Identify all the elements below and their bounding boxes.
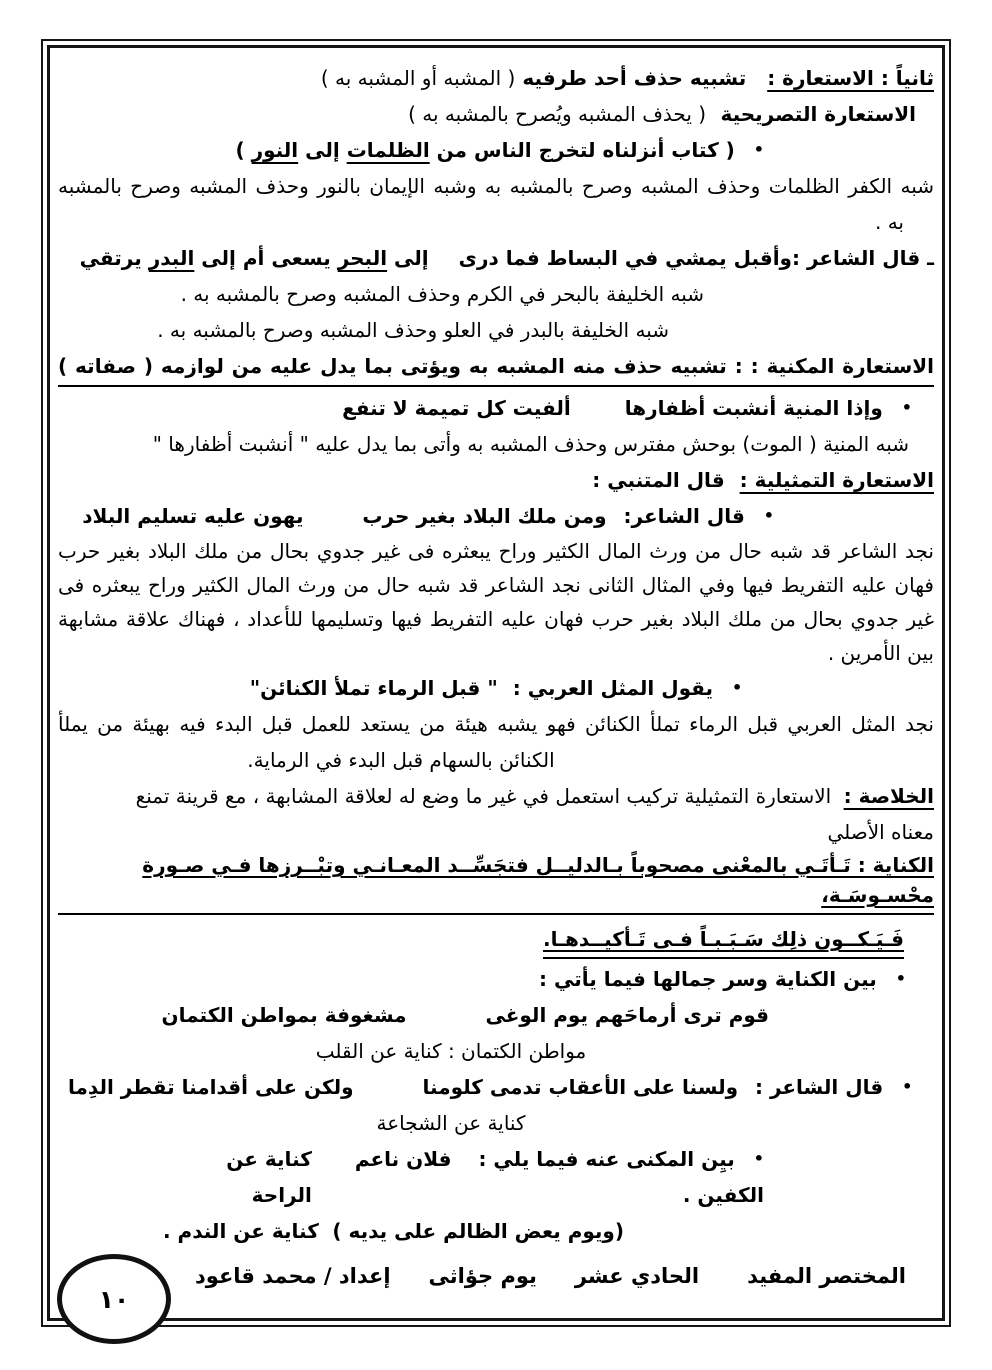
quran-example-mid: إلى — [298, 138, 347, 162]
quran-example-end: ) — [235, 138, 252, 162]
tamthiliya-verse-label: قال الشاعر: — [623, 504, 745, 528]
kinaya-def-1: الكناية : تَـأتَـي بالمعْنى مصحوباً بـالدليــل فتجَسِّــد المعـانـي وتبْــرزها فـي صـورة محْسـوسَـة، — [58, 850, 934, 915]
kinaya-q2-verse-line — [58, 1069, 934, 1105]
quran-example-line — [58, 132, 934, 168]
makniya-verse-line — [58, 390, 934, 426]
proverb-explain-1: نجد المثل العربي قبل الرماء تملأ الكنائن فهو يشبه هيئة من يستعد للعمل قبل البدء فيه بهيئة من يملأ — [58, 712, 934, 736]
kinaya-q1-verse-line — [58, 997, 934, 1033]
kinaya-q3-answer-2: كناية عن الندم . — [163, 1219, 319, 1243]
makniya-title-line: الاستعارة المكنية : : تشبيه حذف منه المشبه به ويؤتى بما يدل عليه من لوازمه ( صفاته ) — [58, 348, 934, 387]
tasrihiya-def: ( يحذف المشبه ويُصرح بالمشبه به ) — [408, 102, 707, 126]
quran-example-underlined-2: النور — [251, 138, 299, 162]
kinaya-q3-question — [312, 1141, 934, 1213]
isti3ara-title: ثانياً : الاستعارة : — [767, 66, 934, 90]
document-content — [58, 60, 934, 1249]
page-number: ١٠ — [98, 1284, 130, 1314]
summary-line — [58, 778, 934, 814]
tamthiliya-verse-line — [58, 498, 934, 534]
kinaya-q3-item-2: (ويوم يعض الظالم على يديه ) — [332, 1219, 624, 1243]
poet-underlined-2: البدر — [148, 246, 195, 270]
kinaya-q1-verse-b: مشغوفة بمواطن الكتمان — [161, 1003, 407, 1027]
footer-book-group — [575, 1264, 906, 1288]
isti3ara-definition-paren: ( المشبه أو المشبه به ) — [320, 66, 516, 90]
poet-explain-2: شبه الخليفة بالبدر في العلو وحذف المشبه وصرح بالمشبه به . — [157, 318, 669, 342]
kinaya-q2-verse-a: ولسنا على الأعقاب تدمى كلومنا — [422, 1075, 739, 1099]
kinaya-def-2: فَـيَـكــون ذلِك سَـبَـبـاً فـى تَـأكيــدهـا. — [543, 924, 904, 959]
tasrihiya-name: الاستعارة التصريحية — [720, 102, 916, 126]
tamthiliya-verse-b: يهون عليه تسليم البلاد — [82, 504, 304, 528]
proverb-text: " قبل الرماء تملأ الكنائن" — [249, 676, 498, 700]
kinaya-q1-label-line — [58, 961, 934, 997]
poet-explain-1: شبه الخليفة بالبحر في الكرم وحذف المشبه وصرح بالمشبه به . — [180, 282, 704, 306]
footer-grade: الحادي عشر — [574, 1264, 700, 1288]
bullet-icon: • — [763, 506, 774, 525]
summary-text: الاستعارة التمثيلية تركيب استعمل في غير ما وضع له لعلاقة المشابهة ، مع قرينة تمنع — [135, 784, 832, 808]
bullet-icon: • — [732, 678, 743, 697]
bullet-icon: • — [901, 398, 912, 417]
poet-verse-a: ـ قال الشاعر :وأقبل يمشي في البساط فما درى — [458, 246, 934, 270]
kinaya-def-line-1 — [58, 850, 934, 917]
kinaya-q3-label: بيِن المكنى عنه فيما يلي : — [478, 1147, 735, 1171]
bullet-icon: • — [895, 969, 906, 988]
tasrihiya-line — [58, 96, 934, 132]
makniya-explain: شبه المنية ( الموت) بوحش مفترس وحذف المشبه به وأتى بما يدل عليه " أنشبت أظفارها " — [152, 432, 909, 456]
footer-author: إعداد / محمد قاعود — [195, 1264, 391, 1288]
kinaya-q3-item-1: فلان ناعم الكفين . — [354, 1147, 764, 1207]
isti3ara-definition-bold: تشبيه حذف أحد طرفيه — [522, 66, 747, 90]
kinaya-q3-answer-1: كناية عن الراحة — [226, 1147, 312, 1207]
bullet-icon: • — [902, 1077, 912, 1096]
kinaya-q2-verse-b: ولكن على أقدامنا تقطر الدِما — [68, 1075, 354, 1099]
proverb-label: يقول المثل العربي : — [512, 676, 714, 700]
kinaya-q2-label: قال الشاعر : — [754, 1075, 884, 1099]
kinaya-q3-row-2 — [58, 1213, 934, 1249]
kinaya-q1-verse-a: قوم ترى أرماحَهم يوم الوغى — [485, 1003, 769, 1027]
bullet-icon: • — [753, 140, 764, 159]
proverb-line — [58, 670, 934, 706]
makniya-verse-b: ألفيت كل تميمة لا تنفع — [342, 396, 571, 420]
makniya-verse-a: وإذا المنية أنشبت أظفارها — [624, 396, 883, 420]
page-number-circle — [57, 1254, 171, 1344]
kinaya-q2-answer: كناية عن الشجاعة — [376, 1111, 526, 1135]
footer-middle-text: يوم جؤاثى — [428, 1264, 537, 1288]
tamthiliya-title: الاستعارة التمثيلية : — [739, 468, 934, 492]
kinaya-q3-row-1 — [58, 1141, 934, 1213]
poet-verse-end: يرتقي — [79, 246, 149, 270]
tamthiliya-explain-paragraph: نجد الشاعر قد شبه حال من ورث المال الكثير وراح يبعثره فى غير جدوي بحال من ملك البلاد بغير حرب فهان عليه التفريط فيها وفي المثال الثانى نجد الشاعر قد شبه حال من ورث المال الكثير وراح يبعثره فى غير جدوي بحال من ملك البلاد بغير حرب فهان عليه التفريط فيها وتسليمها للأعداد ، فهناك علاقة مشابهة بين الأمرين . — [58, 539, 934, 665]
kinaya-q1-label: بين الكناية وسر جمالها فيما يأتي : — [539, 967, 877, 991]
tamthiliya-title-line — [58, 462, 934, 498]
tamthiliya-title-rest: قال المتنبي : — [592, 468, 725, 492]
tamthiliya-verse-a: ومن ملك البلاد بغير حرب — [362, 504, 607, 528]
page-footer — [195, 1264, 906, 1288]
kinaya-q1-answer: مواطن الكتمان : كناية عن القلب — [315, 1039, 587, 1063]
poet-underlined-1: البحر — [337, 246, 388, 270]
quran-example-underlined-1: الظلمات — [346, 138, 430, 162]
isti3ara-title-line — [58, 60, 934, 96]
summary-label: الخلاصة : — [843, 784, 934, 808]
kinaya-def-line-2 — [58, 917, 934, 961]
quran-explain-tail: به . — [874, 210, 904, 234]
summary-tail: معناه الأصلي — [827, 820, 934, 844]
poet-verse-b-pre: إلى — [387, 246, 429, 270]
quran-example-pre: ( كتاب أنزلناه لتخرج الناس من — [429, 138, 735, 162]
poet-verse-mid: يسعى أم إلى — [194, 246, 338, 270]
poet-verse-line — [58, 240, 934, 276]
bullet-icon: • — [753, 1149, 764, 1168]
footer-book-title: المختصر المفيد — [747, 1264, 906, 1288]
quran-explain-line: شبه الكفر الظلمات وحذف المشبه وصرح بالمشبه به وشبه الإيمان بالنور وحذف المشبه وصرح بالمشبه — [58, 174, 934, 198]
proverb-explain-2: الكنائن بالسهام قبل البدء في الرماية. — [247, 748, 555, 772]
